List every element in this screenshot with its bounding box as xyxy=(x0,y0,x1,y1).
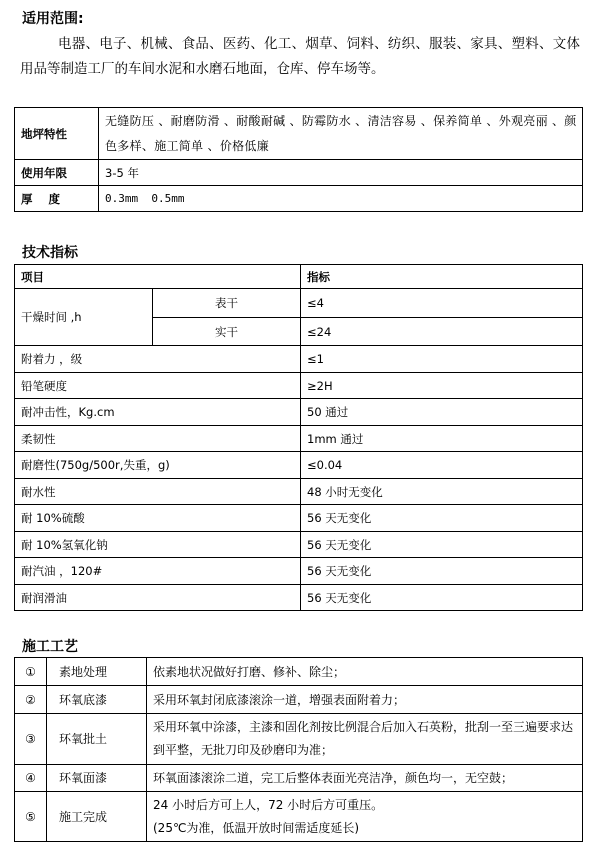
spec-label: 铅笔硬度 xyxy=(15,373,301,399)
spec-value: ≥2H xyxy=(301,373,583,399)
thickness-label: 厚 度 xyxy=(15,186,99,212)
step-number: ① xyxy=(15,658,47,686)
features-table xyxy=(14,107,583,212)
step-description: 环氧面漆滚涂二道，完工后整体表面光亮洁净，颜色均一，无空鼓； xyxy=(147,765,583,792)
table-row xyxy=(15,399,583,426)
spec-value: 50 通过 xyxy=(301,399,583,426)
scope-text: 电器、电子、机械、食品、医药、化工、烟草、饲料、纺织、服装、家具、塑料、文体用品等制造工厂的车间水泥和水磨石地面，仓库、停车场等。 xyxy=(20,36,580,77)
table-row xyxy=(15,186,583,212)
table-row xyxy=(15,108,583,160)
spec-value: ≤0.04 xyxy=(301,452,583,479)
spec-value: 56 天无变化 xyxy=(301,532,583,558)
step-number: ③ xyxy=(15,714,47,765)
spec-value: ≤1 xyxy=(301,346,583,373)
step-description: 依素地状况做好打磨、修补、除尘； xyxy=(147,658,583,686)
thickness-value: 0.3mm 0.5mm xyxy=(99,186,583,212)
step-name: 施工完成 xyxy=(47,792,147,842)
scope-heading: 适用范围: xyxy=(22,11,84,27)
lifespan-label: 使用年限 xyxy=(15,160,99,186)
step-number: ④ xyxy=(15,765,47,792)
surface-dry-label: 表干 xyxy=(153,289,301,318)
step-name: 环氧批土 xyxy=(47,714,147,765)
surface-dry-value: ≤4 xyxy=(301,289,583,318)
step-name: 素地处理 xyxy=(47,658,147,686)
step-description: 采用环氧中涂漆，主漆和固化剂按比例混合后加入石英粉，批刮一至三遍要求达到平整，无批刀印及砂磨印为准； xyxy=(147,714,583,765)
hard-dry-value: ≤24 xyxy=(301,318,583,346)
hard-dry-label: 实干 xyxy=(153,318,301,346)
spec-label: 附着力 ，级 xyxy=(15,346,301,373)
lifespan-value: 3-5 年 xyxy=(99,160,583,186)
table-row xyxy=(15,765,583,792)
tech-table xyxy=(14,264,583,611)
table-row xyxy=(15,160,583,186)
table-row xyxy=(15,346,583,373)
spec-value: 1mm 通过 xyxy=(301,426,583,452)
table-row xyxy=(15,505,583,532)
table-row xyxy=(15,686,583,714)
step-name: 环氧面漆 xyxy=(47,765,147,792)
table-row xyxy=(15,585,583,611)
step-number: ② xyxy=(15,686,47,714)
spec-label: 耐 10%硫酸 xyxy=(15,505,301,532)
process-heading: 施工工艺 xyxy=(22,639,78,655)
table-row xyxy=(15,658,583,686)
spec-value: 56 天无变化 xyxy=(301,585,583,611)
table-row xyxy=(15,373,583,399)
table-row xyxy=(15,532,583,558)
table-row xyxy=(15,792,583,842)
header-value: 指标 xyxy=(301,265,583,289)
step-name: 环氧底漆 xyxy=(47,686,147,714)
spec-label: 耐润滑油 xyxy=(15,585,301,611)
spec-label: 耐水性 xyxy=(15,479,301,505)
table-row xyxy=(15,426,583,452)
step-description: 24 小时后方可上人，72 小时后方可重压。 xyxy=(153,797,384,812)
process-table xyxy=(14,657,583,842)
spec-label: 柔韧性 xyxy=(15,426,301,452)
spec-value: 48 小时无变化 xyxy=(301,479,583,505)
table-row xyxy=(15,479,583,505)
tech-heading: 技术指标 xyxy=(22,245,78,261)
spec-label: 耐冲击性，Kg.cm xyxy=(15,399,301,426)
table-row xyxy=(15,265,583,289)
step-description: 采用环氧封闭底漆滚涂一道，增强表面附着力； xyxy=(147,686,583,714)
spec-label: 耐汽油 ，120# xyxy=(15,558,301,585)
table-row xyxy=(15,558,583,585)
step-note: (25℃为准，低温开放时间需适度延长) xyxy=(153,820,360,835)
feature-value: 无缝防压 、耐磨防滑 、耐酸耐碱 、防霉防水 、清洁容易 、保养简单 、外观亮丽 、颜色多样、施工简单 、价格低廉 xyxy=(99,108,583,160)
table-row xyxy=(15,289,583,318)
step-number: ⑤ xyxy=(15,792,47,842)
spec-label: 耐 10%氢氧化钠 xyxy=(15,532,301,558)
feature-label: 地坪特性 xyxy=(15,108,99,160)
header-item: 项目 xyxy=(15,265,301,289)
table-row xyxy=(15,714,583,765)
dry-label: 干燥时间 ,h xyxy=(15,289,153,346)
spec-label: 耐磨性(750g/500r,失重，g) xyxy=(15,452,301,479)
step-description-cell xyxy=(147,792,583,842)
table-row xyxy=(15,452,583,479)
spec-value: 56 天无变化 xyxy=(301,505,583,532)
spec-value: 56 天无变化 xyxy=(301,558,583,585)
